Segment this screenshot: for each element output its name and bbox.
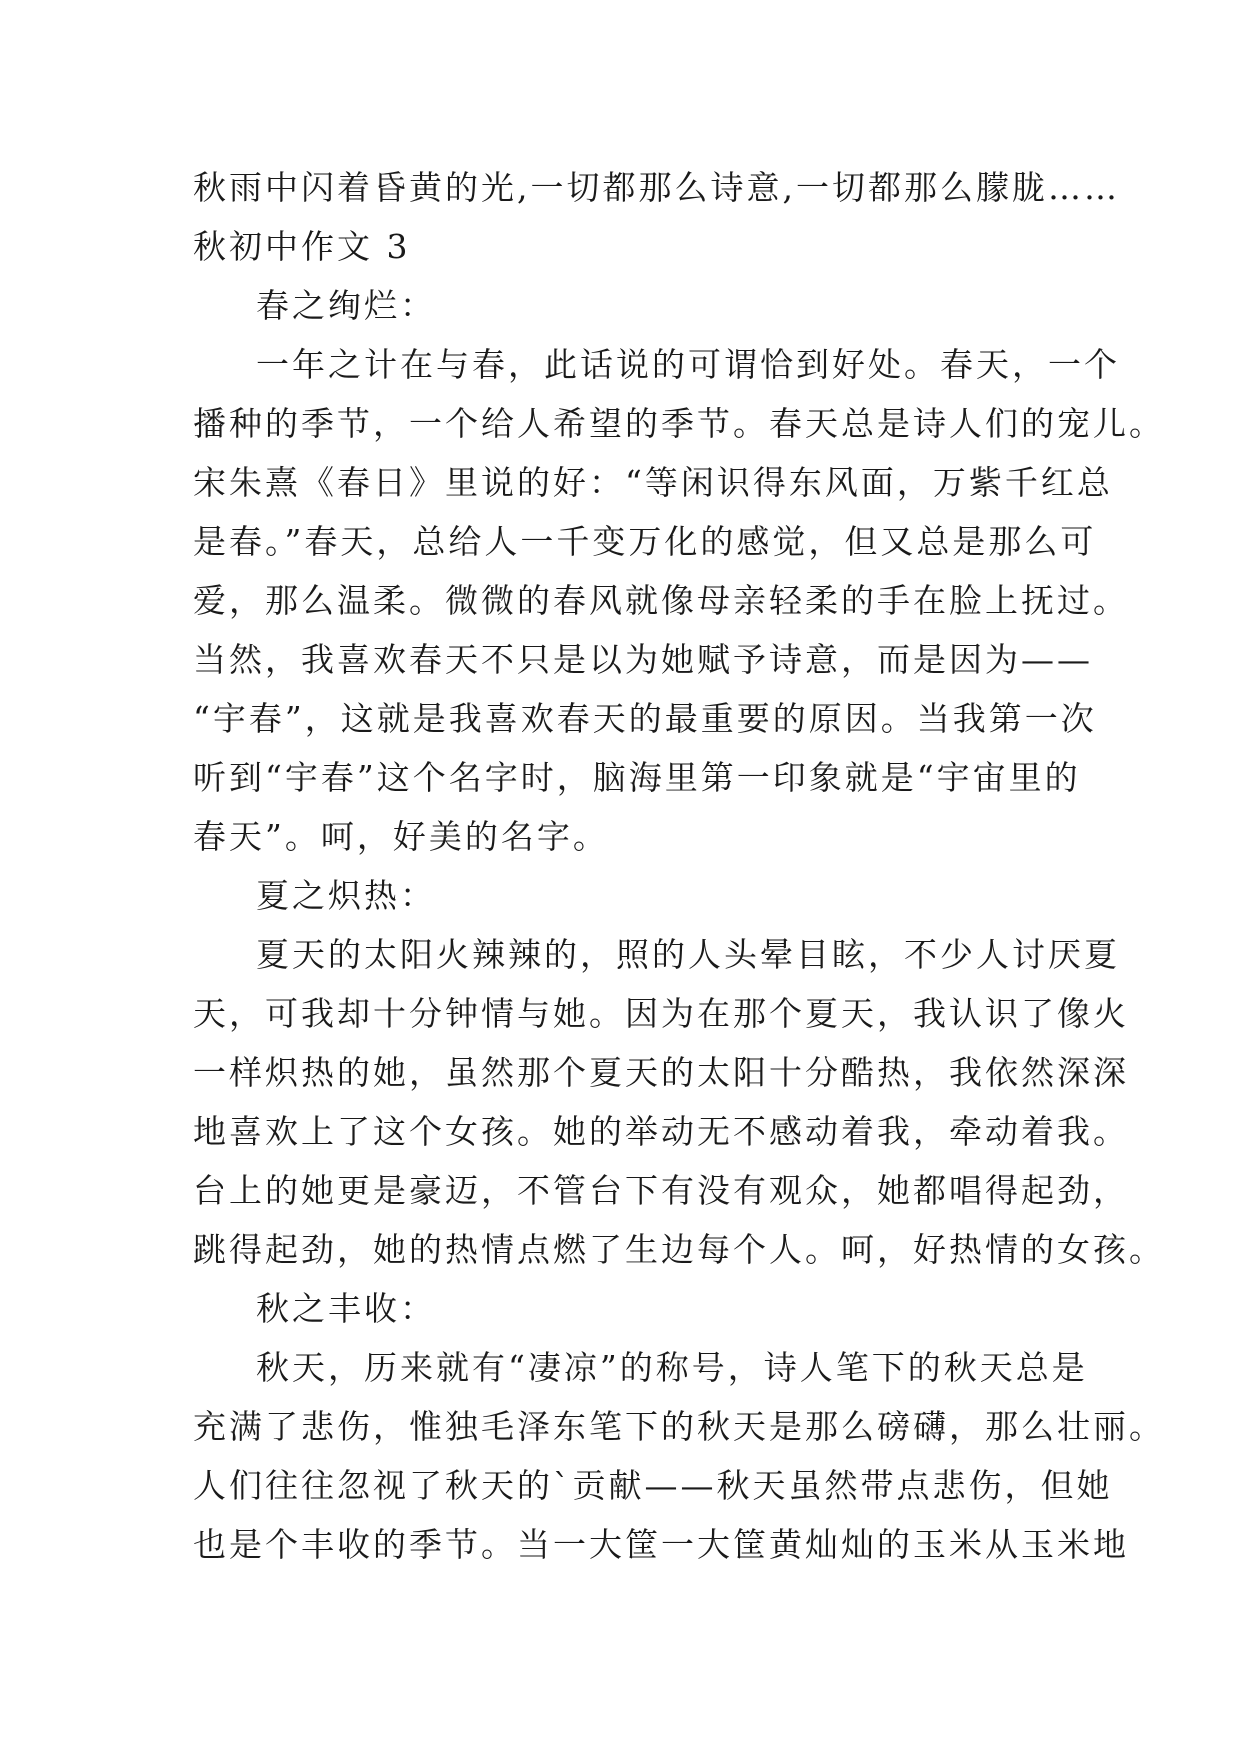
article-body [193,158,1165,1574]
text-line: 播种的季节，一个给人希望的季节。春天总是诗人们的宠儿。 [193,404,1165,443]
subheading-autumn: 秋之丰收： [256,1289,436,1328]
section-title: 秋初中作文 3 [193,227,411,266]
subheading-spring: 春之绚烂： [256,286,436,325]
text-line: 天，可我却十分钟情与她。因为在那个夏天，我认识了像火 [193,994,1129,1033]
text-line: 秋雨中闪着昏黄的光,一切都那么诗意,一切都那么朦胧…… [193,168,1120,207]
subheading-summer: 夏之炽热： [256,876,436,915]
text-line: 台上的她更是豪迈，不管台下有没有观众，她都唱得起劲， [193,1171,1129,1210]
text-line: 充满了悲伤，惟独毛泽东笔下的秋天是那么磅礴，那么壮丽。 [193,1407,1165,1446]
text-line: 听到“宇春”这个名字时，脑海里第一印象就是“宇宙里的 [193,758,1081,797]
text-line: 是春。”春天，总给人一千变万化的感觉，但又总是那么可 [193,522,1097,561]
text-line: 宋朱熹《春日》里说的好：“等闲识得东风面，万紫千红总 [193,463,1113,502]
text-line: 一年之计在与春，此话说的可谓恰到好处。春天，一个 [256,345,1120,384]
text-line: 春天”。呵，好美的名字。 [193,817,609,856]
text-line: 秋天，历来就有“凄凉”的称号，诗人笔下的秋天总是 [256,1348,1088,1387]
text-line: 一样炽热的她，虽然那个夏天的太阳十分酷热，我依然深深 [193,1053,1129,1092]
text-line: 爱，那么温柔。微微的春风就像母亲轻柔的手在脸上抚过。 [193,581,1129,620]
text-line: 人们往往忽视了秋天的`贡献——秋天虽然带点悲伤，但她 [193,1466,1113,1505]
text-line: 夏天的太阳火辣辣的，照的人头晕目眩，不少人讨厌夏 [256,935,1120,974]
text-line: 当然，我喜欢春天不只是以为她赋予诗意，而是因为—— [193,640,1093,679]
text-line: “宇春”，这就是我喜欢春天的最重要的原因。当我第一次 [193,699,1097,738]
text-line: 也是个丰收的季节。当一大筐一大筐黄灿灿的玉米从玉米地 [193,1525,1129,1564]
text-line: 跳得起劲，她的热情点燃了生边每个人。呵，好热情的女孩。 [193,1230,1165,1269]
text-line: 地喜欢上了这个女孩。她的举动无不感动着我，牵动着我。 [193,1112,1129,1151]
